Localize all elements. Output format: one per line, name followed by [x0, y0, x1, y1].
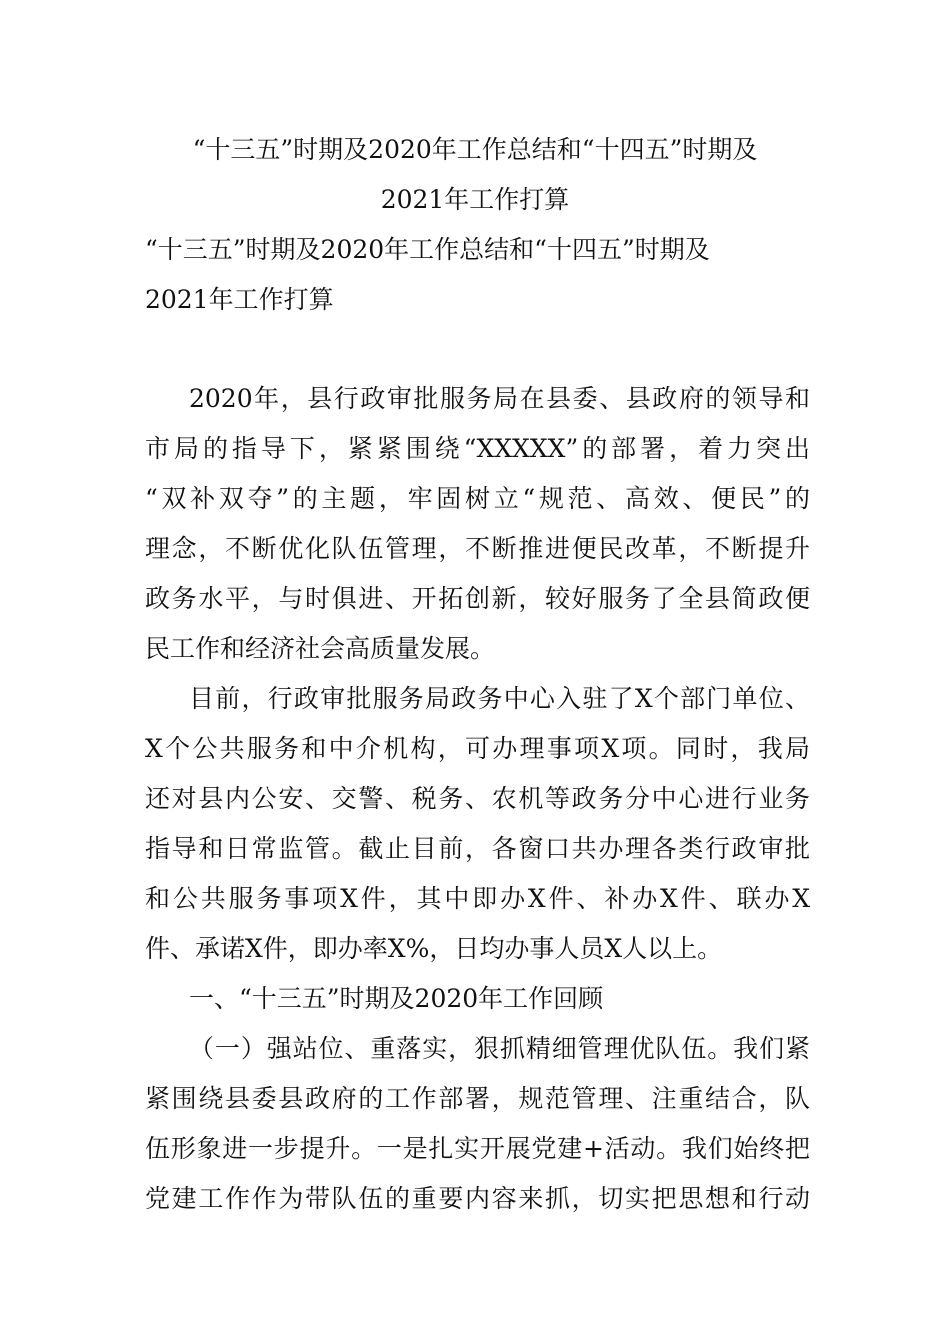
- document-subtitle-line-1: “十三五”时期及2020年工作总结和“十四五”时期及: [145, 235, 710, 264]
- paragraph-3-line: 伍形象进一步提升。一是扎实开展党建+活动。我们始终把: [145, 1134, 810, 1163]
- paragraph-2-line: 指导和日常监管。截止目前，各窗口共办理各类行政审批: [145, 834, 810, 863]
- paragraph-1-line: 民工作和经济社会高质量发展。: [145, 634, 496, 663]
- section-heading: 一、“十三五”时期及2020年工作回顾: [189, 984, 604, 1013]
- paragraph-2-line: 目前，行政审批服务局政务中心入驻了X个部门单位、: [189, 684, 810, 713]
- paragraph-2-line: 件、承诺X件，即办率X%，日均办事人员X人以上。: [145, 934, 723, 963]
- paragraph-1-line: 市局的指导下，紧紧围绕“XXXXX”的部署，着力突出: [145, 434, 810, 463]
- paragraph-1-line: 理念，不断优化队伍管理，不断推进便民改革，不断提升: [145, 534, 810, 563]
- document-subtitle-line-2: 2021年工作打算: [145, 285, 334, 314]
- document-title-line-1: “十三五”时期及2020年工作总结和“十四五”时期及: [192, 135, 758, 164]
- document-title-line-2: 2021年工作打算: [380, 185, 570, 214]
- paragraph-2-line: X个公共服务和中介机构，可办理事项X项。同时，我局: [145, 734, 810, 763]
- paragraph-1-line: 政务水平，与时俱进、开拓创新，较好服务了全县简政便: [145, 584, 810, 613]
- paragraph-2-line: 还对县内公安、交警、税务、农机等政务分中心进行业务: [145, 784, 810, 813]
- paragraph-1-line: “双补双夺”的主题，牢固树立“规范、高效、便民”的: [145, 484, 810, 513]
- paragraph-2-line: 和公共服务事项X件，其中即办X件、补办X件、联办X: [145, 884, 810, 913]
- paragraph-3-line: 党建工作作为带队伍的重要内容来抓，切实把思想和行动: [145, 1184, 810, 1213]
- paragraph-3-line: （一）强站位、重落实，狠抓精细管理优队伍。我们紧: [189, 1034, 810, 1063]
- paragraph-1-line: 2020年，县行政审批服务局在县委、县政府的领导和: [189, 384, 810, 413]
- paragraph-3-line: 紧围绕县委县政府的工作部署，规范管理、注重结合，队: [145, 1084, 810, 1113]
